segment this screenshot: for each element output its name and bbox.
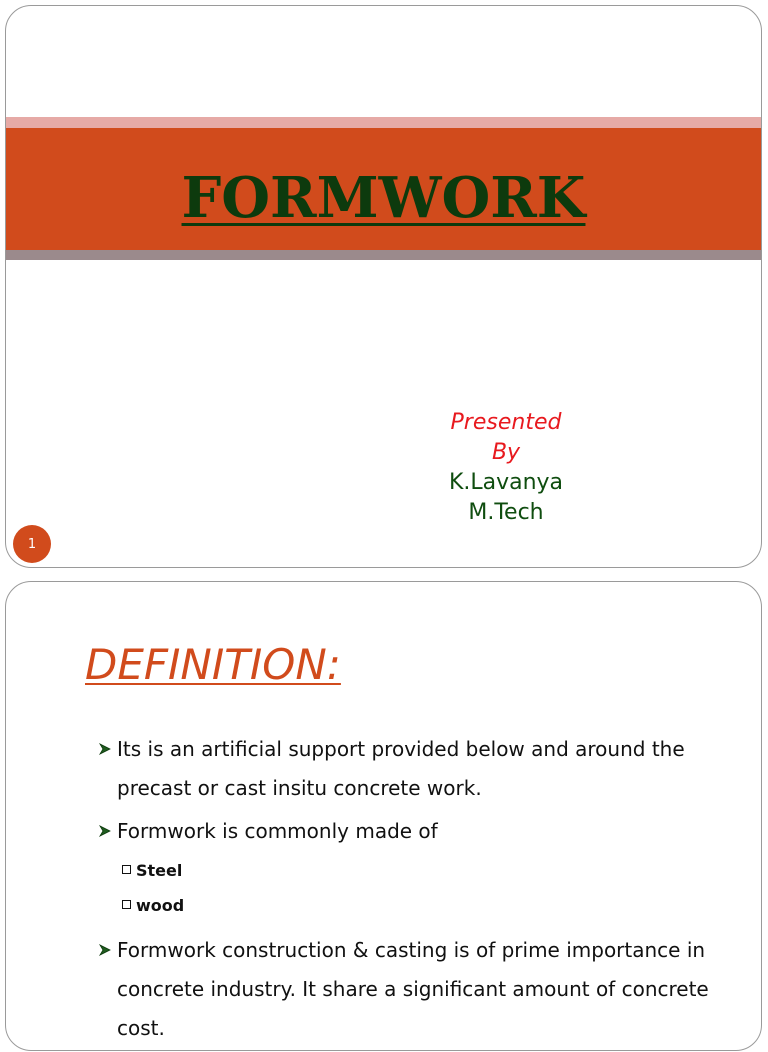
- material-label: wood: [136, 896, 185, 915]
- square-bullet-icon: [122, 865, 131, 874]
- material-item: [98, 853, 738, 888]
- slide-number-badge: 1: [13, 525, 51, 563]
- definition-heading: DEFINITION:: [85, 640, 341, 689]
- arrow-bullet-icon: [98, 742, 112, 756]
- title-band-top: [6, 117, 761, 128]
- presenter-block: [401, 408, 611, 528]
- arrow-bullet-icon: [98, 824, 112, 838]
- bullet-item: [98, 730, 738, 808]
- title-band-bottom: [6, 250, 761, 260]
- title-slide: [5, 5, 762, 568]
- presented-label: Presented: [450, 410, 562, 435]
- definition-slide: [5, 581, 762, 1051]
- square-bullet-icon: [122, 900, 131, 909]
- bullet-item: [98, 812, 738, 851]
- arrow-bullet-icon: [98, 943, 112, 957]
- bullet-text: Its is an artificial support provided below and around the precast or cast insitu concrete work.: [117, 737, 685, 800]
- material-label: Steel: [136, 861, 183, 880]
- material-item: [98, 888, 738, 923]
- bullet-text: Formwork construction & casting is of prime importance in concrete industry. It share a significant amount of concrete cost.: [117, 938, 709, 1040]
- materials-list: [98, 853, 738, 923]
- bullet-item: [98, 931, 738, 1048]
- by-label: By: [491, 440, 521, 465]
- slide-title: FORMWORK: [181, 165, 586, 231]
- presenter-name: K.Lavanya: [448, 470, 564, 495]
- bullet-list: [98, 730, 738, 1052]
- presenter-degree: M.Tech: [468, 500, 544, 525]
- bullet-text: Formwork is commonly made of: [117, 819, 438, 843]
